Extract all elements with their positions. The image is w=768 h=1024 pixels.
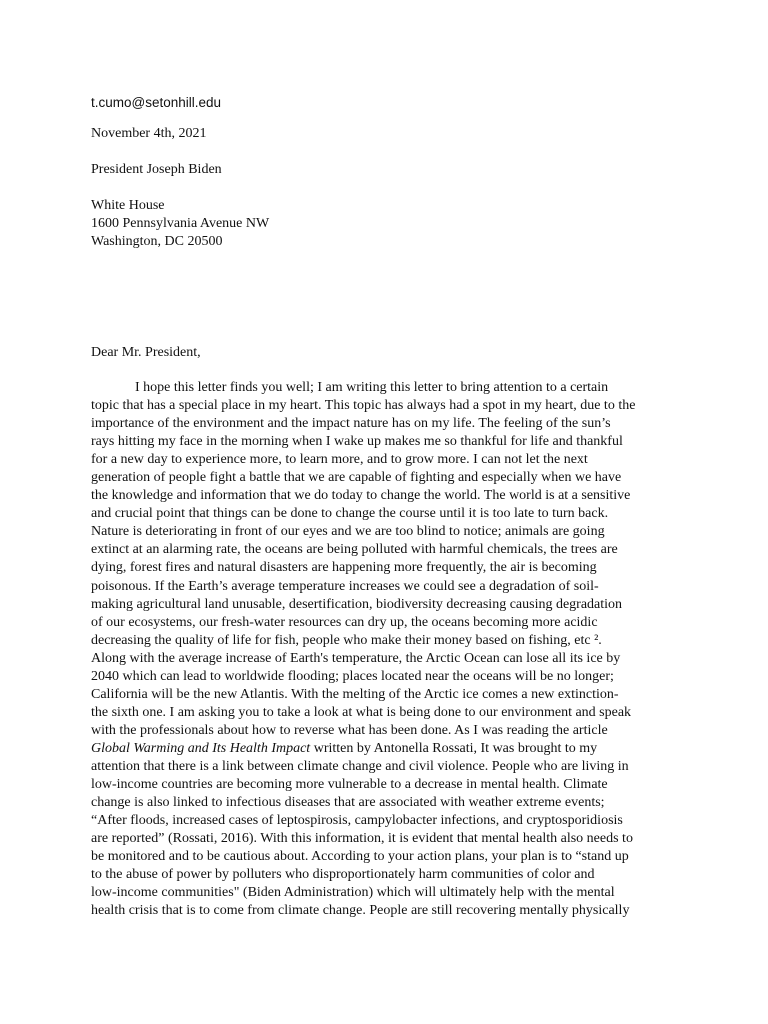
body-line: poisonous. If the Earth’s average temperature increases we could see a degradation of soil- bbox=[91, 578, 599, 594]
body-line: rays hitting my face in the morning when I wake up makes me so thankful for life and thankful bbox=[91, 434, 623, 450]
body-line: be monitored and to be cautious about. According to your action plans, your plan is to “stand up bbox=[91, 849, 629, 865]
body-line: generation of people fight a battle that we are capable of fighting and especially when we have bbox=[91, 470, 622, 486]
body-line: change is also linked to infectious diseases that are associated with weather extreme events; bbox=[91, 795, 605, 811]
body-line: California will be the new Atlantis. With the melting of the Arctic ice comes a new extinction- bbox=[91, 686, 619, 702]
body-line: to the abuse of power by polluters who disproportionately harm communities of color and bbox=[91, 867, 595, 883]
body-line: for a new day to experience more, to learn more, and to grow more. I can not let the next bbox=[91, 452, 588, 468]
body-line: dying, forest fires and natural disasters are happening more frequently, the air is becoming bbox=[91, 560, 597, 576]
body-line: are reported” (Rossati, 2016). With this information, it is evident that mental health also needs to bbox=[91, 831, 633, 847]
body-line: health crisis that is to come from climate change. People are still recovering mentally physically bbox=[91, 903, 630, 919]
address-line-1: White House bbox=[91, 198, 165, 213]
letter-body bbox=[91, 379, 691, 920]
sender-email: t.cumo@setonhill.edu bbox=[91, 95, 222, 110]
body-line: decreasing the quality of life for fish, people who make their money based on fishing, etc ². bbox=[91, 632, 602, 648]
article-title: Global Warming and Its Health Impact bbox=[91, 740, 311, 756]
body-line: attention that there is a link between climate change and civil violence. People who are living in bbox=[91, 758, 629, 774]
body-line: with the professionals about how to reverse what has been done. As I was reading the article bbox=[91, 722, 608, 738]
body-line: low-income countries are becoming more vulnerable to a decrease in mental health. Climate bbox=[91, 777, 608, 793]
body-line: importance of the environment and the impact nature has on my life. The feeling of the sun’s bbox=[91, 416, 611, 432]
address-line-3: Washington, DC 20500 bbox=[91, 234, 223, 249]
body-line: extinct at an alarming rate, the oceans are being polluted with harmful chemicals, the trees are bbox=[91, 542, 618, 558]
body-line: Nature is deteriorating in front of our eyes and we are too blind to notice; animals are going bbox=[91, 524, 605, 540]
body-line: of our ecosystems, our fresh-water resources can dry up, the oceans becoming more acidic bbox=[91, 614, 598, 630]
body-line: Along with the average increase of Earth's temperature, the Arctic Ocean can lose all its ice by bbox=[91, 650, 621, 666]
salutation: Dear Mr. President, bbox=[91, 345, 201, 360]
body-line: 2040 which can lead to worldwide flooding; places located near the oceans will be no longer; bbox=[91, 668, 614, 684]
article-line bbox=[91, 740, 691, 758]
recipient-name: President Joseph Biden bbox=[91, 162, 222, 177]
body-line: making agricultural land unusable, desertification, biodiversity decreasing causing degradation bbox=[91, 596, 623, 612]
body-line: the knowledge and information that we do today to change the world. The world is at a sensitive bbox=[91, 488, 631, 504]
body-line: topic that has a special place in my heart. This topic has always had a spot in my heart, due to the bbox=[91, 398, 636, 414]
address-line-2: 1600 Pennsylvania Avenue NW bbox=[91, 216, 270, 231]
body-line: I hope this letter finds you well; I am writing this letter to bring attention to a certain bbox=[135, 380, 609, 395]
article-line-rest: written by Antonella Rossati, It was brought to my bbox=[310, 740, 598, 756]
body-line: and crucial point that things can be done to change the course until it is too late to turn back. bbox=[91, 506, 609, 522]
body-line: low-income communities" (Biden Administration) which will ultimately help with the mental bbox=[91, 885, 615, 901]
body-line: the sixth one. I am asking you to take a look at what is being done to our environment and speak bbox=[91, 704, 632, 720]
letter-date: November 4th, 2021 bbox=[91, 126, 207, 141]
body-line: “After floods, increased cases of leptospirosis, campylobacter infections, and cryptosporidiosis bbox=[91, 813, 623, 829]
